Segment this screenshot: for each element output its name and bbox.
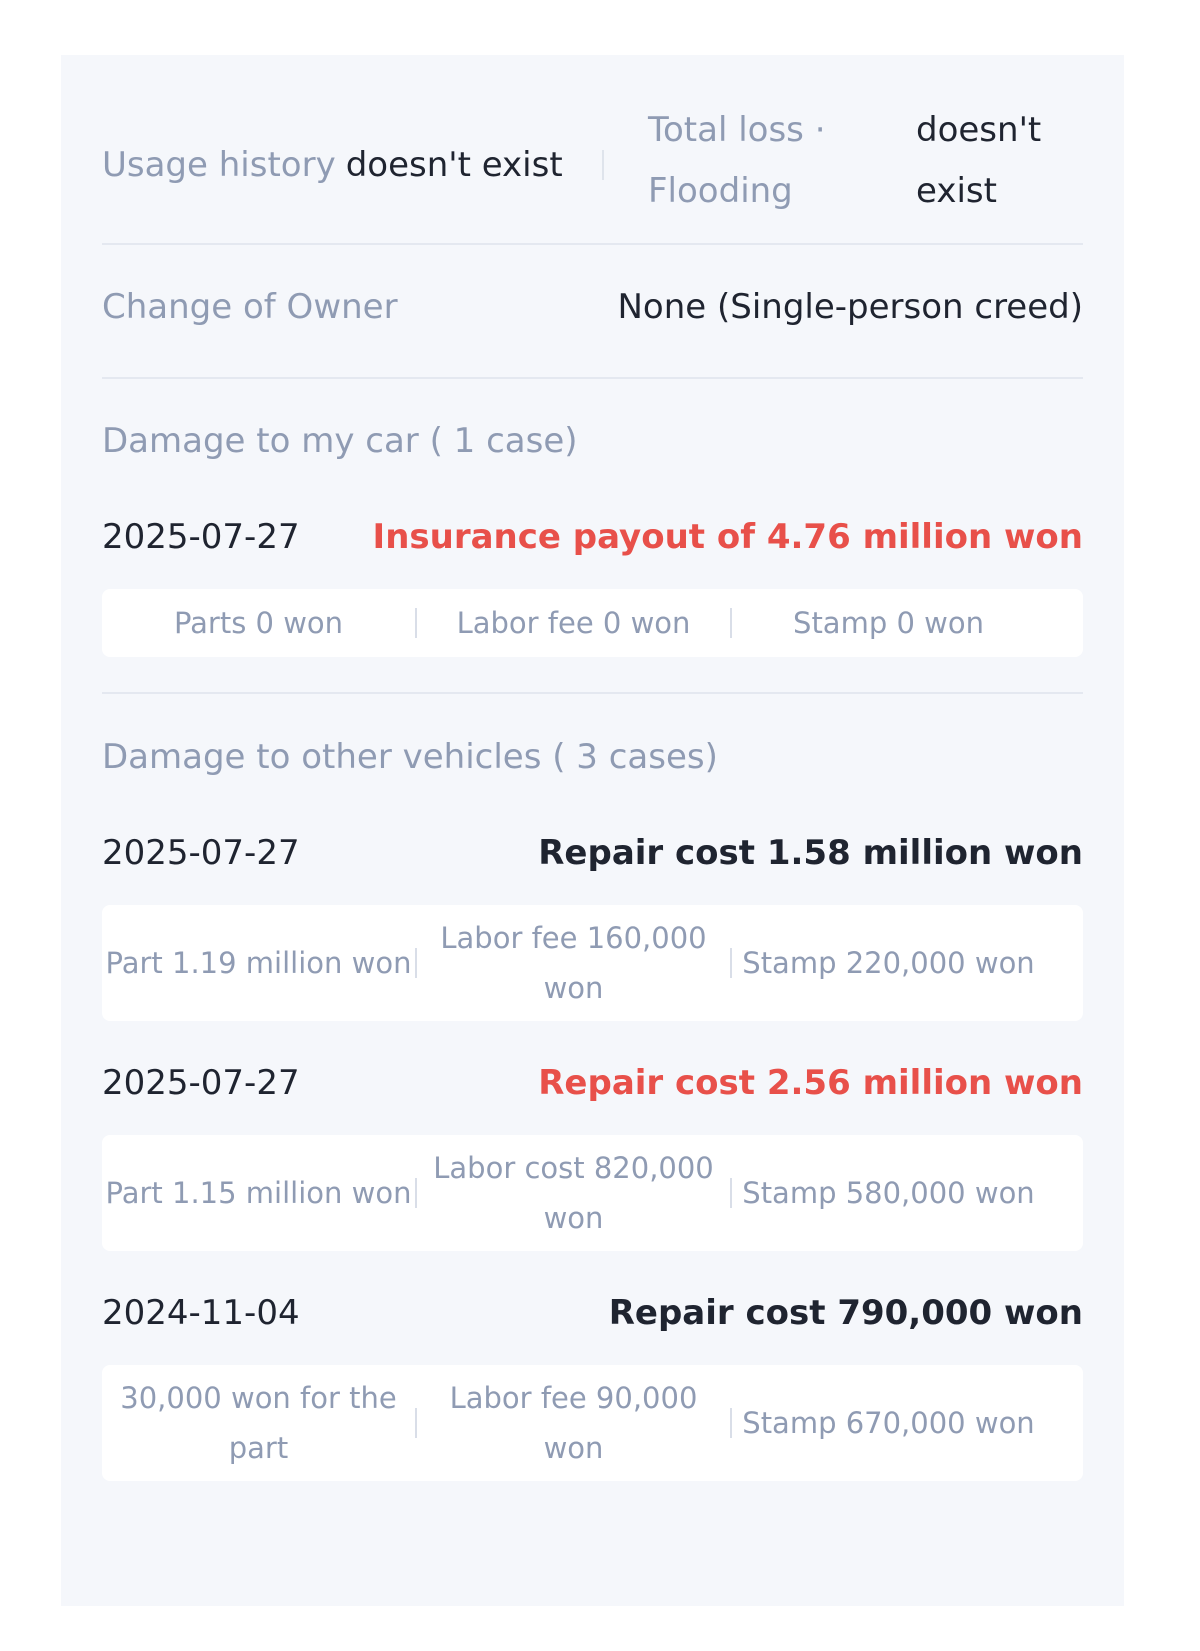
total-loss-value-line1: doesn't: [916, 110, 1042, 150]
total-loss-label-line2: Flooding: [648, 171, 793, 211]
total-loss-label-line1: Total loss ·: [648, 110, 826, 150]
claim-breakdown: [102, 589, 1083, 657]
claim-amount: Repair cost 1.58 million won: [538, 833, 1083, 873]
parts-cost: Part 1.19 million won: [105, 946, 412, 980]
labor-cost: Labor fee 0 won: [456, 606, 691, 640]
claim-breakdown: [102, 905, 1083, 1021]
owner-change-label: Change of Owner: [102, 287, 398, 327]
divider: [102, 692, 1083, 694]
usage-history-value: doesn't exist: [345, 145, 563, 185]
stamp-cost: Stamp 580,000 won: [742, 1176, 1035, 1210]
stamp-cost: Stamp 0 won: [793, 606, 984, 640]
claim-amount: Insurance payout of 4.76 million won: [372, 517, 1083, 557]
total-loss-value-line2: exist: [916, 171, 997, 211]
claim-date: 2025-07-27: [102, 517, 300, 557]
parts-cost: Part 1.15 million won: [105, 1176, 412, 1210]
my-car-damage-title: Damage to my car ( 1 case): [102, 421, 578, 461]
labor-cost: Labor fee 160,000 won: [440, 921, 707, 1005]
owner-change-value: None (Single-person creed): [617, 287, 1083, 327]
other-vehicles-damage-title: Damage to other vehicles ( 3 cases): [102, 737, 718, 777]
usage-total-loss-row: [102, 90, 1083, 240]
parts-cost: 30,000 won for the part: [120, 1381, 397, 1465]
total-loss-label: [648, 100, 868, 222]
row-separator: [602, 150, 604, 180]
claim-date: 2025-07-27: [102, 833, 300, 873]
stamp-cost: Stamp 220,000 won: [742, 946, 1035, 980]
stamp-cost: Stamp 670,000 won: [742, 1406, 1035, 1440]
labor-cost: Labor cost 820,000 won: [433, 1151, 714, 1235]
claim-date: 2024-11-04: [102, 1293, 300, 1333]
labor-cost: Labor fee 90,000 won: [449, 1381, 698, 1465]
vehicle-history-card: [61, 55, 1124, 1606]
claim-amount: Repair cost 2.56 million won: [538, 1063, 1083, 1103]
claim-breakdown: [102, 1135, 1083, 1251]
usage-history: [102, 90, 563, 240]
claim-amount: Repair cost 790,000 won: [608, 1293, 1083, 1333]
claim-breakdown: [102, 1365, 1083, 1481]
parts-cost: Parts 0 won: [173, 606, 344, 640]
divider: [102, 377, 1083, 379]
usage-history-label: Usage history: [102, 145, 336, 185]
total-loss-value: [916, 100, 1076, 222]
claim-date: 2025-07-27: [102, 1063, 300, 1103]
divider: [102, 243, 1083, 245]
